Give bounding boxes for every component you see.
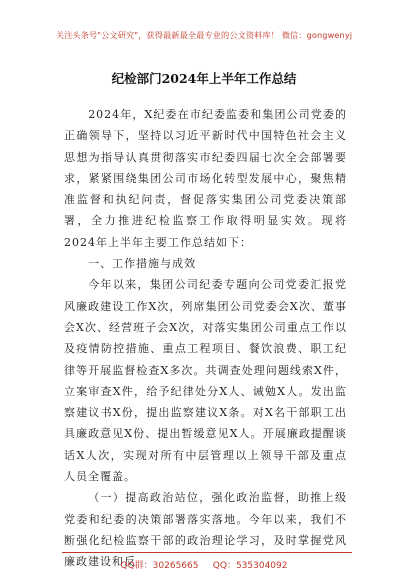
document-title: 纪检部门2024年上半年工作总结 — [111, 71, 297, 86]
section-heading: 一、工作措施与成效 — [88, 257, 197, 271]
document-body — [64, 104, 347, 573]
intro-paragraph: 2024年，X纪委在市纪委监委和集团公司党委的正确领导下，坚持以习近平新时代中国特色社会主义思想为指导认真贯彻落实市纪委四届七次全会部署要求，紧紧围绕集团公司市场化转型发展中心，聚焦精准监督和执纪问责，督促落实集团公司党委决策部署，全力推进纪检监察工作取得明显实效。现将2024年上半年主要工作总结如下： — [64, 108, 347, 249]
body-paragraph: 今年以来，集团公司纪委专题向公司党委汇报党风廉政建设工作X次，列席集团公司党委会X次、董事会X次、经营班子会X次，对落实集团公司重点工作以及疫情防控措施、重点工程项目、餐饮浪费、职工纪律等开展监督检查X多次。共调查处理问题线索X件，立案审查X件，给予纪律处分X人、诫勉X人。发出监察建议书X份，提出监察建议X条。对X名干部职工出具廉政意见X份、提出暂缓意见X人。开展廉政提醒谈话X人次，实现对所有中层管理以上领导干部及重点人员全覆盖。 — [64, 278, 347, 484]
footer-contact: QQ群：30265665 QQ：535304092 — [120, 561, 288, 571]
body-paragraph: （一）提高政治站位，强化政治监督，助推上级党委和纪委的决策部署落实落地。今年以来，我们不断强化纪检监察干部的政治理论学习，及时掌握党风廉政建设和反 — [64, 491, 347, 569]
footer-divider — [62, 552, 352, 553]
promo-banner: 关注头条号"公文研究"，获得最新最全最专业的公文资料库！ 微信：gongwenyj — [55, 30, 353, 40]
